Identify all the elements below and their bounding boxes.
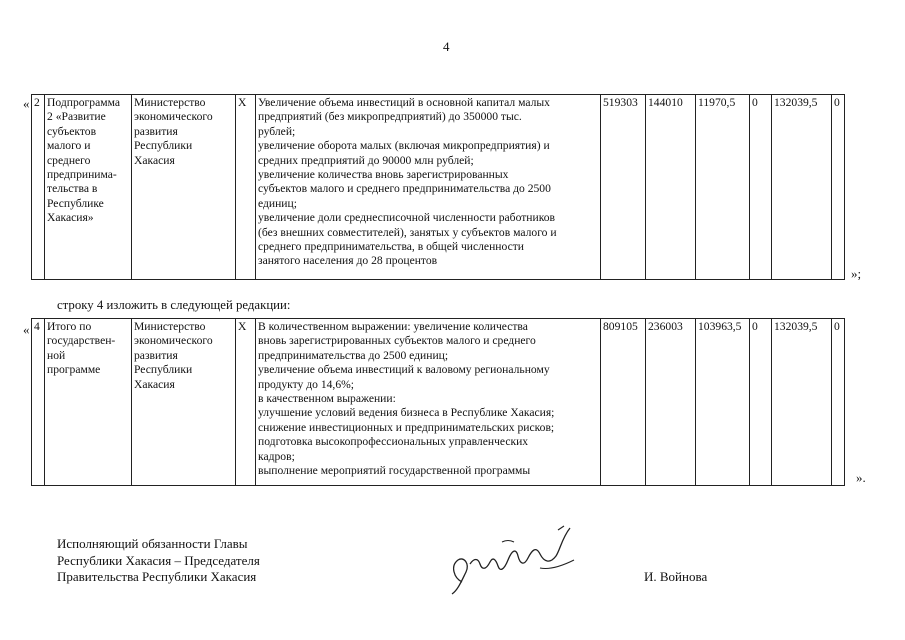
executor: Министерство экономического развития Республики Хакасия [132,95,236,280]
open-quote-1: « [23,96,30,111]
signatory-title: Исполняющий обязанности Главы Республики Хакасия – Председателя Правительства Республики Хакасия [57,536,260,584]
x-marker: Х [236,95,256,280]
open-quote-2: « [23,322,30,337]
row-number: 4 [32,319,45,486]
value-6: 0 [832,95,845,280]
indicators-description: В количественном выражении: увеличение количества вновь зарегистрированных субъектов малого и среднего предпринимательства до 2500 единиц; увеличение объема инвестиций к валовому региональному продукту до 14,6%; в качественном выражении: улучшение условий ведения бизнеса в Республике Хакасия; снижение инвестиционных и предпринимательских рисков; подготовка высокопрофессиональных управленческих кадров; выполнение мероприятий государственной программы [256,319,601,486]
value-5: 132039,5 [772,95,832,280]
value-3: 11970,5 [696,95,750,280]
x-marker: Х [236,319,256,486]
table-row-subprogram [31,94,845,280]
page-number: 4 [443,39,450,54]
value-3: 103963,5 [696,319,750,486]
close-quote-2: ». [856,470,866,485]
handwritten-signature [440,520,590,600]
close-quote-1: »; [851,266,862,281]
value-2: 236003 [646,319,696,486]
value-5: 132039,5 [772,319,832,486]
value-4: 0 [750,95,772,280]
value-total: 519303 [601,95,646,280]
indicators-description: Увеличение объема инвестиций в основной капитал малых предприятий (без микропредприятий) до 350000 тыс. рублей; увеличение оборота малых (включая микропредприятия) и средних предприятий до 90000 млн рублей; увеличение количества вновь зарегистрированных субъектов малого и среднего предпринимательства до 2500 единиц; увеличение доли среднесписочной численности работников (без внешних совместителей), занятых у субъектов малого и среднего предпринимательства, в общей численности занятого населения до 28 процентов [256,95,601,280]
signatory-name: И. Войнова [644,569,708,584]
executor: Министерство экономического развития Республики Хакасия [132,319,236,486]
value-2: 144010 [646,95,696,280]
value-4: 0 [750,319,772,486]
value-6: 0 [832,319,845,486]
value-total: 809105 [601,319,646,486]
instruction-text: строку 4 изложить в следующей редакции: [57,298,291,312]
row-number: 2 [32,95,45,280]
program-name: Итого по государствен- ной программе [45,319,132,486]
program-name: Подпрограмма 2 «Развитие субъектов малого и среднего предпринима- тельства в Республике Хакасия» [45,95,132,280]
table-row-total [31,318,845,486]
